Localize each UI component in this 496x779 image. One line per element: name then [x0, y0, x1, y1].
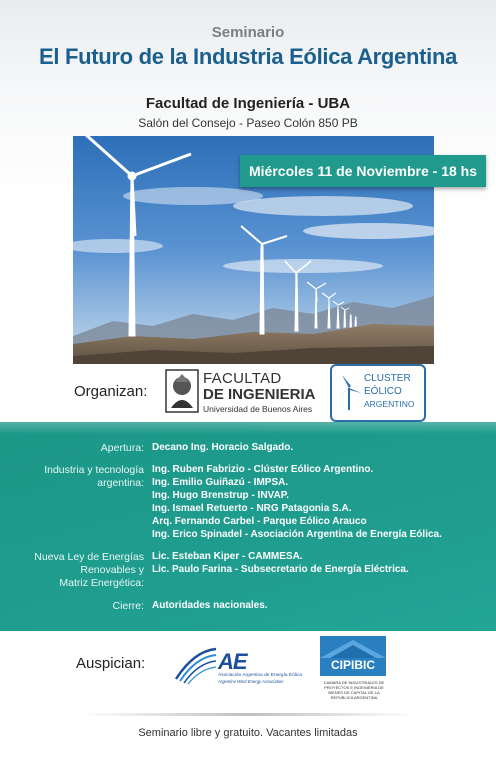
aaee-logo-sub1: Asociación Argentina de Energía Eólica — [218, 673, 302, 678]
speaker-line: Decano Ing. Horacio Salgado. — [152, 442, 294, 453]
cipibic-emblem-icon — [320, 636, 386, 658]
section-label: Cierre: — [112, 600, 144, 612]
uba-emblem-icon — [165, 368, 199, 414]
footer-note: Seminario libre y gratuito. Vacantes limitadas — [138, 727, 358, 739]
section-label-line: Nueva Ley de Energías — [34, 551, 144, 563]
program-band-highlight — [0, 422, 496, 434]
cipibic-logo-name: CIPIBIC — [330, 658, 375, 672]
speaker-line: Autoridades nacionales. — [152, 600, 268, 611]
event-title: El Futuro de la Industria Eólica Argentina — [38, 44, 458, 69]
sponsors-label: Auspician: — [76, 655, 146, 672]
section-label-line: Industria y tecnología — [44, 464, 144, 476]
section-label-line: Matriz Energética: — [59, 577, 144, 589]
cluster-logo-line1: CLUSTER — [364, 373, 411, 384]
fi-logo-line1: FACULTAD — [203, 370, 282, 387]
speaker-line: Ing. Ruben Fabrizio - Clúster Eólico Argentino. — [152, 464, 374, 475]
speaker-line: Ing. Erico Spinadel - Asociación Argentina de Energía Eólica. — [152, 529, 442, 540]
cipibic-logo — [320, 636, 388, 702]
aaee-logo — [174, 645, 302, 685]
wind-swoosh-icon — [174, 645, 218, 685]
speaker-line: Ing. Hugo Brenstrup - INVAP. — [152, 490, 289, 501]
aaee-logo-name: AE — [218, 649, 247, 674]
cipibic-logo-desc: CAMARA DE INDUSTRIALES DE PROYECTOS E INGENIERIA DE BIENES DE CAPITAL DE LA REPUBLICA ARGENTINA — [323, 680, 385, 700]
venue-room: Salón del Consejo - Paseo Colón 850 PB — [138, 116, 358, 130]
cluster-logo-line3: ARGENTINO — [364, 399, 415, 409]
aaee-logo-sub2: Argentine Wind Energy Association — [218, 679, 284, 684]
fi-logo-line3: Universidad de Buenos Aires — [203, 404, 313, 414]
event-date-banner: Miércoles 11 de Noviembre - 18 hs — [240, 155, 486, 187]
section-label-line: argentina: — [97, 477, 144, 489]
speaker-line: Ing. Emilio Guiñazú - IMPSA. — [152, 477, 289, 488]
cluster-logo-line2: EÓLICO — [364, 386, 402, 397]
footer-divider — [80, 713, 416, 716]
cipibic-logo-box — [320, 636, 386, 676]
fi-logo-line2: DE INGENIERIA — [203, 386, 316, 403]
section-label: Apertura: — [100, 442, 144, 454]
organizers-label: Organizan: — [74, 383, 148, 400]
section-label-line: Renovables y — [80, 564, 144, 576]
event-kicker: Seminario — [211, 24, 285, 41]
speaker-line: Arq. Fernando Carbel - Parque Eólico Arauco — [152, 516, 367, 527]
cluster-eolico-logo — [330, 364, 426, 422]
wind-turbine-icon — [336, 372, 362, 412]
facultad-ingenieria-logo — [165, 368, 317, 418]
speaker-line: Lic. Paulo Farina - Subsecretario de Energía Eléctrica. — [152, 564, 409, 575]
speaker-line: Lic. Esteban Kiper - CAMMESA. — [152, 551, 303, 562]
speaker-line: Ing. Ismael Retuerto - NRG Patagonia S.A. — [152, 503, 352, 514]
venue-name: Facultad de Ingeniería - UBA — [145, 95, 351, 112]
